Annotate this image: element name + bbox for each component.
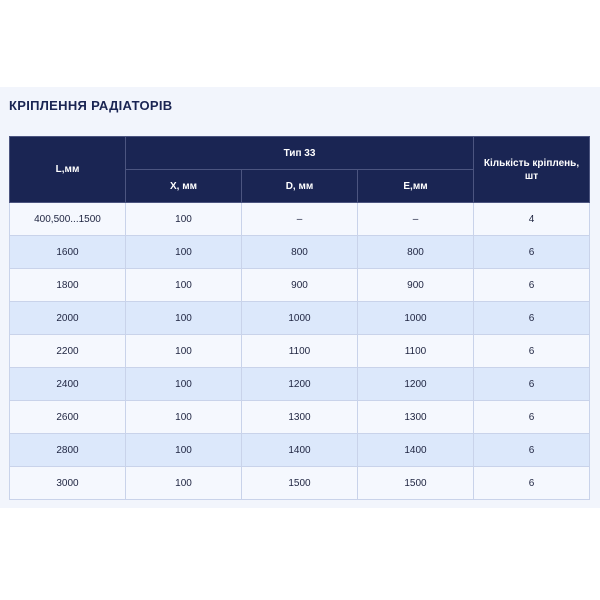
table-row: [10, 302, 590, 335]
cell-mount-count: 6: [474, 236, 590, 269]
cell-mount-count: 6: [474, 269, 590, 302]
cell-length: 1600: [10, 236, 126, 269]
cell-mount-count: 6: [474, 302, 590, 335]
cell-length: 2000: [10, 302, 126, 335]
cell-length: 2600: [10, 401, 126, 434]
cell-x: 100: [126, 401, 242, 434]
cell-e: 900: [358, 269, 474, 302]
radiator-mounting-table: [9, 136, 590, 500]
cell-length: 2400: [10, 368, 126, 401]
cell-mount-count: 6: [474, 335, 590, 368]
cell-length: 3000: [10, 467, 126, 500]
cell-d: 1500: [242, 467, 358, 500]
cell-x: 100: [126, 368, 242, 401]
cell-x: 100: [126, 269, 242, 302]
cell-length: 1800: [10, 269, 126, 302]
cell-mount-count: 6: [474, 434, 590, 467]
table-row: [10, 203, 590, 236]
cell-length: 2800: [10, 434, 126, 467]
cell-mount-count: 6: [474, 401, 590, 434]
cell-x: 100: [126, 467, 242, 500]
cell-e: 1000: [358, 302, 474, 335]
cell-d: 1300: [242, 401, 358, 434]
header-row-top: [10, 137, 590, 170]
cell-e: –: [358, 203, 474, 236]
cell-e: 1300: [358, 401, 474, 434]
cell-length: 2200: [10, 335, 126, 368]
column-header-x: X, мм: [126, 170, 242, 203]
cell-d: 1400: [242, 434, 358, 467]
table-row: [10, 467, 590, 500]
cell-x: 100: [126, 236, 242, 269]
cell-mount-count: 4: [474, 203, 590, 236]
cell-d: 1000: [242, 302, 358, 335]
cell-x: 100: [126, 434, 242, 467]
cell-length: 400,500...1500: [10, 203, 126, 236]
table-row: [10, 401, 590, 434]
cell-d: 1200: [242, 368, 358, 401]
cell-d: 800: [242, 236, 358, 269]
table-row: [10, 236, 590, 269]
cell-e: 1200: [358, 368, 474, 401]
cell-d: –: [242, 203, 358, 236]
cell-mount-count: 6: [474, 368, 590, 401]
cell-e: 1500: [358, 467, 474, 500]
table-row: [10, 368, 590, 401]
cell-mount-count: 6: [474, 467, 590, 500]
cell-x: 100: [126, 335, 242, 368]
cell-d: 900: [242, 269, 358, 302]
cell-e: 1100: [358, 335, 474, 368]
column-header-mount-count: Кількість кріплень, шт: [474, 137, 590, 203]
cell-x: 100: [126, 203, 242, 236]
column-header-d: D, мм: [242, 170, 358, 203]
table-row: [10, 434, 590, 467]
column-header-e: E,мм: [358, 170, 474, 203]
cell-x: 100: [126, 302, 242, 335]
table-row: [10, 335, 590, 368]
cell-d: 1100: [242, 335, 358, 368]
table-body: [10, 203, 590, 500]
column-group-type-33: Тип 33: [126, 137, 474, 170]
column-header-length: L,мм: [10, 137, 126, 203]
cell-e: 800: [358, 236, 474, 269]
section-title: КРІПЛЕННЯ РАДІАТОРІВ: [9, 98, 173, 113]
cell-e: 1400: [358, 434, 474, 467]
table-row: [10, 269, 590, 302]
